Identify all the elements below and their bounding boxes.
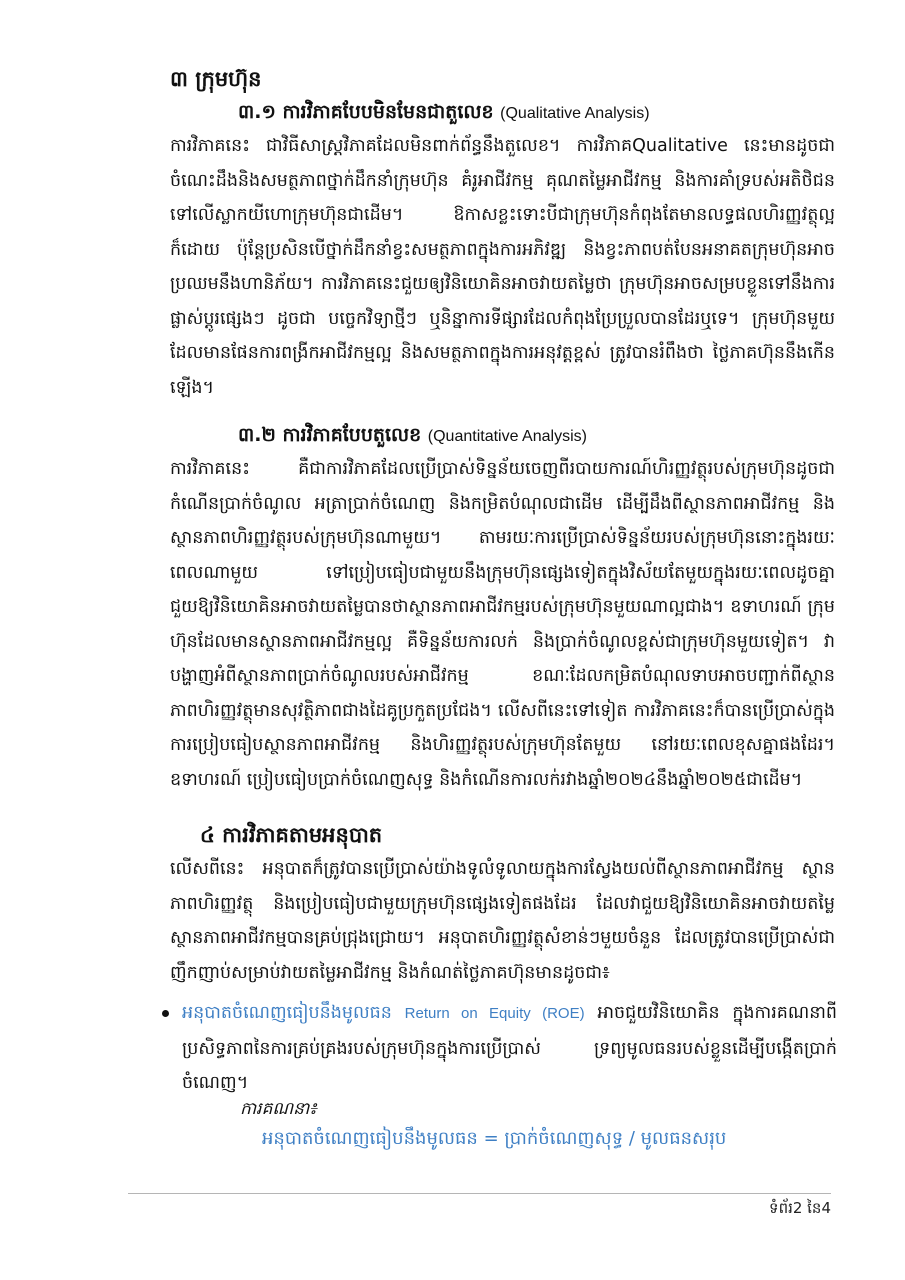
section-3-1-heading-km: ៣.១ ការវិភាគបែបមិនមែនជាតួលេខ bbox=[238, 101, 494, 123]
section-3-1-body: ការវិភាគនេះ ជាវិធីសាស្ត្រវិភាគដែលមិនពាក់ព័ន្ធនឹងតួលេខ។ ការវិភាគQualitative នេះមានដូចជា ចំណេះដឹងនិងសមត្ថភាពថ្នាក់ដឹកនាំក្រុមហ៊ុន គំរូអាជីវកម្ម គុណតម្លៃអាជីវកម្ម និងការគាំទ្របស់អតិថិជនទៅលើស្លាកយីហោក្រុមហ៊ុនជាដើម។ ឱកាសខ្លះទោះបីជាក្រុមហ៊ុនកំពុងតែមានលទ្ធផលហិរញ្ញវត្ថុល្អក៏ដោយ ប៉ុន្តែប្រសិនបើថ្នាក់ដឹកនាំខ្វះសមត្ថភាពក្នុងការអភិវឌ្ឍ និងខ្វះភាពបត់បែនអនាគតក្រុមហ៊ុនអាចប្រឈមនឹងហានិភ័យ។ ការវិភាគនេះជួយឲ្យវិនិយោគិនអាចវាយតម្លៃថា ក្រុមហ៊ុនអាចសម្របខ្លួនទៅនឹងការផ្លាស់ប្តូរផ្សេងៗ ដូចជា បច្ចេកវិទ្យាថ្មីៗ ឬនិន្នាការទីផ្សារដែលកំពុងប្រែប្រួលបានដែរឬទេ។ ក្រុមហ៊ុនមួយ ដែលមានផែនការពង្រីកអាជីវកម្មល្អ និងសមត្ថភាពក្នុងការអនុវត្តខ្ពស់ ត្រូវបានរំពឹងថា ថ្លៃភាគហ៊ុននឹងកើនឡើង។ bbox=[170, 136, 835, 398]
section-4-body: លើសពីនេះ អនុបាតក៏ត្រូវបានប្រើប្រាស់យ៉ាងទូលំទូលាយក្នុងការស្វែងយល់ពីស្ថានភាពអាជីវកម្ម ស្ថានភាពហិរញ្ញវត្ថុ និងប្រៀបធៀបជាមួយក្រុមហ៊ុនផ្សេងទៀតផងដែរ ដែលវាជួយឱ្យវិនិយោគិនអាចវាយតម្លៃស្ថានភាពអាជីវកម្មបានគ្រប់ជ្រុងជ្រោយ។ អនុបាតហិរញ្ញវត្ថុសំខាន់ៗមួយចំនួន ដែលត្រូវបានប្រើប្រាស់ជាញឹកញាប់សម្រាប់វាយតម្លៃអាជីវកម្ម និងកំណត់ថ្លៃភាគហ៊ុនមានដូចជា៖ bbox=[170, 859, 835, 983]
formula-label: ការគណនា៖ bbox=[240, 1099, 317, 1119]
section-3-2-heading-en: (Quantitative Analysis) bbox=[427, 428, 587, 445]
page-number: ទំព័រ2 នៃ4 bbox=[769, 1199, 831, 1217]
section-3-2-body: ការវិភាគនេះ គឺជាការវិភាគដែលប្រើប្រាស់ទិន្នន័យចេញពីរបាយការណ៍ហិរញ្ញវត្ថុរបស់ក្រុមហ៊ុនដូចជា កំណើនប្រាក់ចំណូល អត្រាប្រាក់ចំណេញ និងកម្រិតបំណុលជាដើម ដើម្បីដឹងពីស្ថានភាពអាជីវកម្ម និងស្ថានភាពហិរញ្ញវត្ថុរបស់ក្រុមហ៊ុនណាមួយ។ តាមរយៈការប្រើប្រាស់ទិន្នន័យរបស់ក្រុមហ៊ុននោះក្នុងរយៈពេលណាមួយ ទៅប្រៀបធៀបជាមួយនឹងក្រុមហ៊ុនផ្សេងទៀតក្នុងវិស័យតែមួយក្នុងរយៈពេលដូចគ្នា ជួយឱ្យវិនិយោគិនអាចវាយតម្លៃបានថាស្ថានភាពអាជីវកម្មរបស់ក្រុមហ៊ុនមួយណាល្អជាង។ ឧទាហរណ៍ ក្រុមហ៊ុនដែលមានស្ថានភាពអាជីវកម្មល្អ គឺទិន្នន័យការលក់ និងប្រាក់ចំណូលខ្ពស់ជាក្រុមហ៊ុនមួយទៀត។ វាបង្ហាញអំពីស្ថានភាពប្រាក់ចំណូលរបស់អាជីវកម្ម ខណៈដែលកម្រិតបំណុលទាបអាចបញ្ជាក់ពីស្ថានភាពហិរញ្ញវត្ថុមានសុវត្ថិភាពជាងដៃគូប្រកួតប្រជែង។ លើសពីនេះទៅទៀត ការវិភាគនេះក៏បានប្រើប្រាស់ក្នុងការប្រៀបធៀបស្ថានភាពអាជីវកម្ម និងហិរញ្ញវត្ថុរបស់ក្រុមហ៊ុនតែមួយ នៅរយៈពេលខុសគ្នាផងដែរ។ ឧទាហរណ៍ ប្រៀបធៀបប្រាក់ចំណេញសុទ្ធ និងកំណើនការលក់រវាងឆ្នាំ២០២៤នឹងឆ្នាំ២០២៥ជាដើម។ bbox=[170, 459, 835, 790]
roe-description: អាចជួយវិនិយោគិន ក្នុងការគណនាពីប្រសិទ្ធភាពនៃការគ្រប់គ្រងរបស់ក្រុមហ៊ុនក្នុងការប្រើប្រាស់ ទ្រព្យមូលធនរបស់ខ្លួនដើម្បីបង្កើតប្រាក់ចំណេញ។ bbox=[182, 1003, 837, 1093]
section-3-2-heading-km: ៣.២ ការវិភាគបែបតួលេខ bbox=[238, 424, 422, 446]
roe-term-km: អនុបាតចំណេញធៀបនឹងមូលធន bbox=[182, 1003, 392, 1023]
roe-term-en: Return on Equity (ROE) bbox=[404, 1005, 585, 1022]
section-3-heading: ៣ ក្រុមហ៊ុន bbox=[170, 67, 262, 91]
section-3-2-heading bbox=[238, 423, 587, 451]
bullet-dot-icon bbox=[162, 1010, 169, 1017]
section-3-1-heading bbox=[238, 100, 650, 128]
section-4-heading: ៤ ការវិភាគតាមអនុបាត bbox=[200, 823, 383, 847]
roe-formula: អនុបាតចំណេញធៀបនឹងមូលធន = ប្រាក់ចំណេញសុទ្ធ / មូលធនសរុប bbox=[262, 1128, 727, 1149]
footer-rule bbox=[128, 1193, 831, 1194]
section-3-1-heading-en: (Qualitative Analysis) bbox=[500, 105, 650, 122]
roe-bullet-text bbox=[182, 996, 837, 1101]
